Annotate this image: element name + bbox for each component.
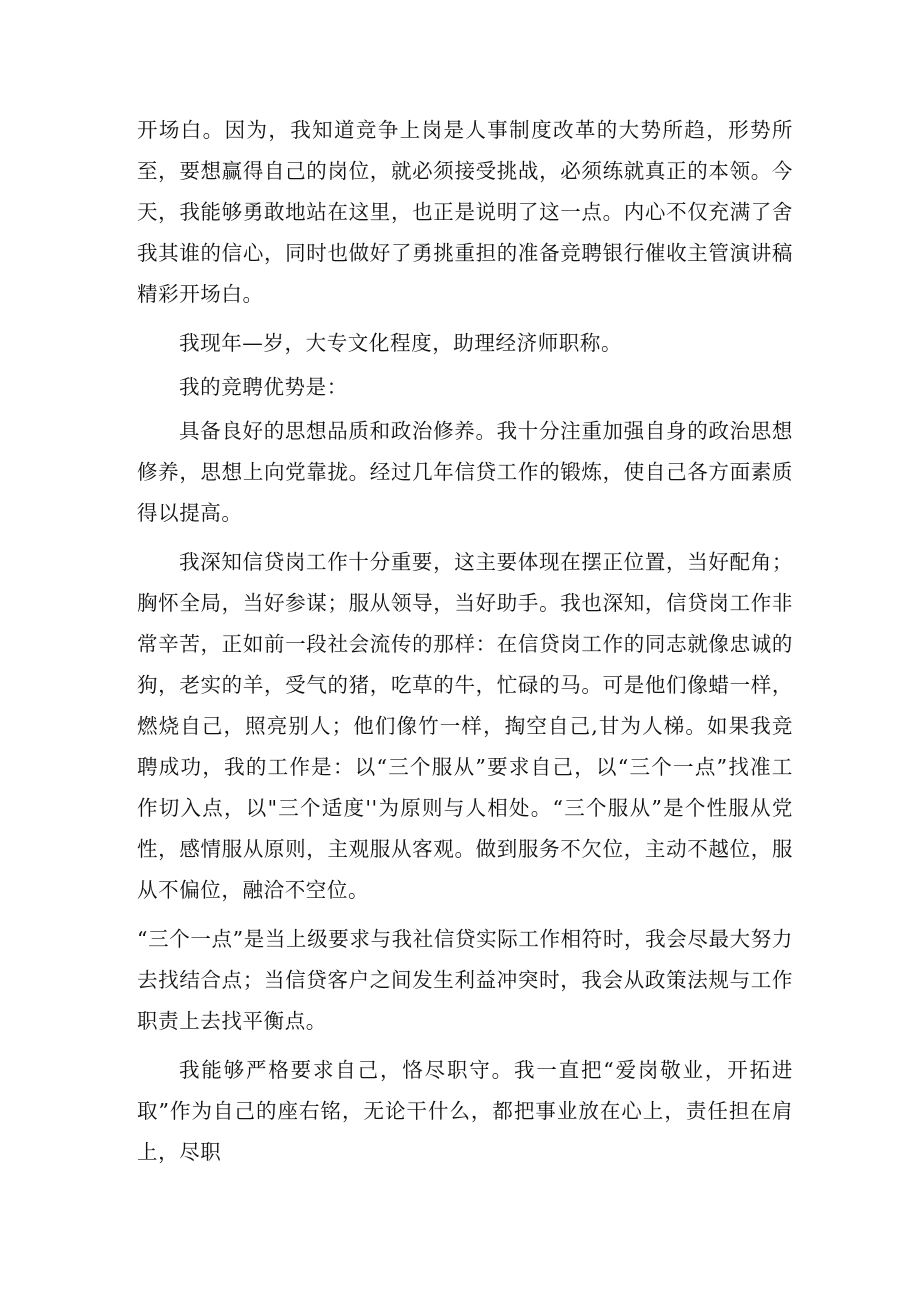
paragraph-opening-continuation: 开场白。因为，我知道竞争上岗是人事制度改革的大势所趋，形势所至，要想赢得自己的岗位，就必须接受挑战，必须练就真正的本领。今天，我能够勇敢地站在这里，也正是说明了这一点。内心不仅充满了舍我其谁的信心，同时也做好了勇挑重担的准备竞聘银行催收主管演讲稿精彩开场白。 bbox=[137, 118, 793, 306]
paragraph-age-education: 我现年—岁，大专文化程度，助理经济师职称。 bbox=[179, 331, 623, 355]
document-body bbox=[137, 110, 793, 1181]
paragraph-three-points: “三个一点”是当上级要求与我社信贷实际工作相符时，我会尽最大努力去找结合点；当信贷客户之间发生利益冲突时，我会从政策法规与工作职责上去找平衡点。 bbox=[137, 927, 793, 1033]
paragraph-credit-post-work: 我深知信贷岗工作十分重要，这主要体现在摆正位置，当好配角；胸怀全局，当好参谋；服从领导，当好助手。我也深知，信贷岗工作非常辛苦，正如前一段社会流传的那样：在信贷岗工作的同志就像忠诚的狗，老实的羊，受气的猪，吃草的牛，忙碌的马。可是他们像蜡一样，燃烧自己，照亮别人；他们像竹一样，掏空自己,甘为人梯。如果我竞聘成功，我的工作是：以“三个服从”要求自己，以“三个一点”找准工作切入点，以"三个适度''为原则与人相处。“三个服从”是个性服从党性，感情服从原则，主观服从客观。做到服务不欠位，主动不越位，服从不偏位，融洽不空位。 bbox=[137, 550, 793, 902]
paragraph-political-quality: 具备良好的思想品质和政治修养。我十分注重加强自身的政治思想修养，思想上向党靠拢。经过几年信贷工作的锻炼，使自己各方面素质得以提高。 bbox=[137, 419, 793, 525]
paragraph-advantages-heading: 我的竞聘优势是： bbox=[179, 375, 348, 399]
paragraph-strict-requirements: 我能够严格要求自己，恪尽职守。我一直把“爱岗敬业，开拓进取”作为自己的座右铭，无论干什么，都把事业放在心上，责任担在肩上，尽职 bbox=[137, 1058, 793, 1164]
